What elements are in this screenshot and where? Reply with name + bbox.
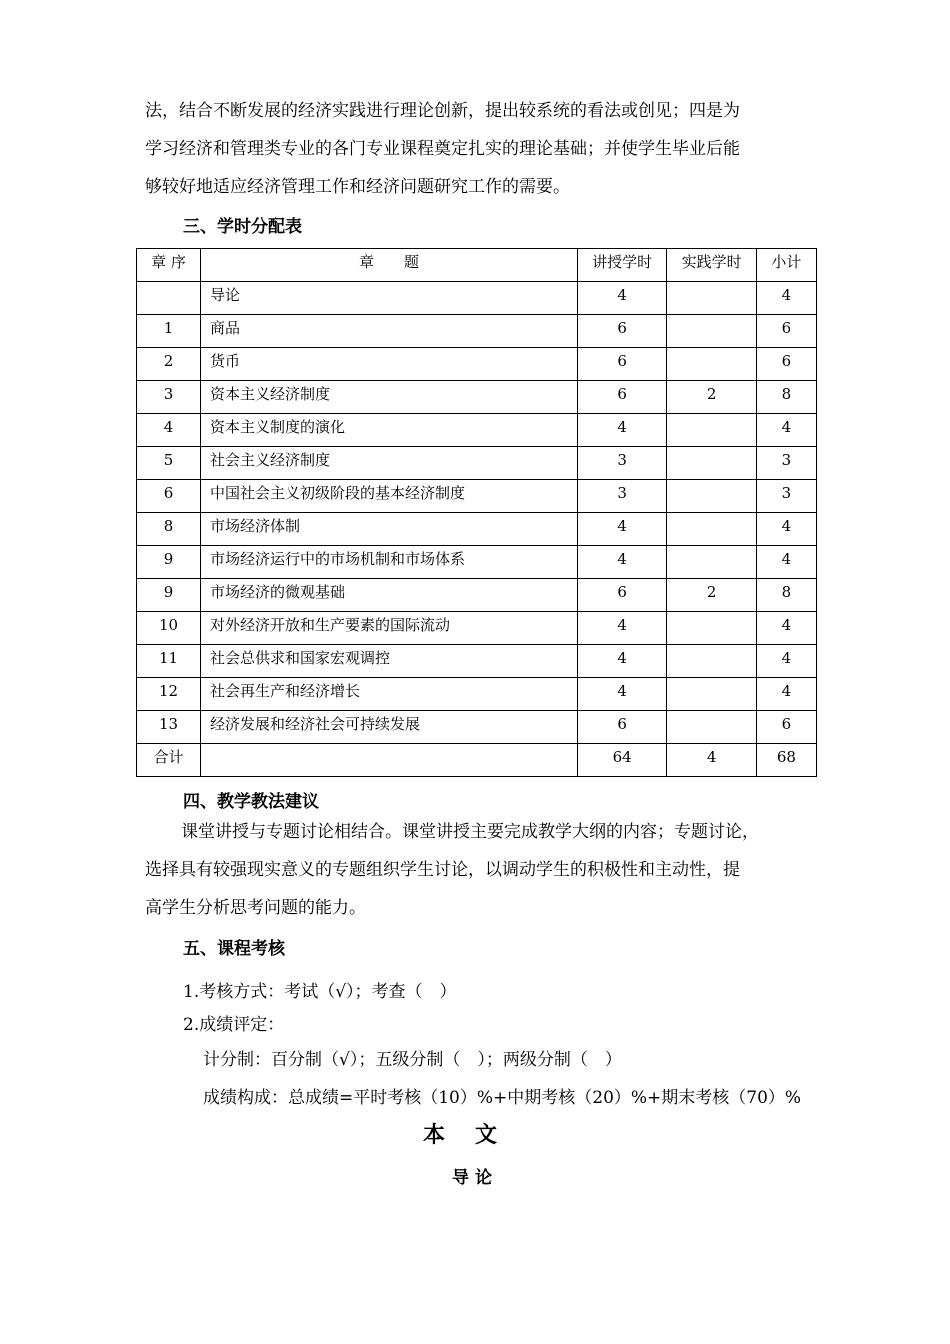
cell-subtotal: 6 (756, 711, 816, 744)
cell-chapter-title: 商品 (201, 315, 578, 348)
header-lecture-hours: 讲授学时 (577, 249, 667, 282)
cell-chapter-no: 1 (137, 315, 201, 348)
cell-chapter-title: 对外经济开放和生产要素的国际流动 (201, 612, 578, 645)
section-4-line: 高学生分析思考问题的能力。 (145, 898, 366, 918)
cell-lecture-hours: 3 (577, 480, 667, 513)
cell-practice-hours (667, 678, 756, 711)
table-row (137, 315, 817, 348)
cell-chapter-title: 货币 (201, 348, 578, 381)
table-row (137, 612, 817, 645)
cell-lecture-hours: 6 (577, 348, 667, 381)
cell-chapter-title: 资本主义经济制度 (201, 381, 578, 414)
intro-paragraph (145, 92, 815, 206)
table-body (137, 282, 817, 777)
grade-evaluation: 2.成绩评定： (183, 1015, 285, 1035)
cell-practice-hours (667, 711, 756, 744)
cell-chapter-title: 社会总供求和国家宏观调控 (201, 645, 578, 678)
intro-line: 够较好地适应经济管理工作和经济问题研究工作的需要。 (145, 177, 570, 197)
cell-chapter-title: 社会再生产和经济增长 (201, 678, 578, 711)
cell-practice-hours: 4 (667, 744, 756, 777)
header-subtotal: 小计 (756, 249, 816, 282)
cell-chapter-title: 市场经济运行中的市场机制和市场体系 (201, 546, 578, 579)
cell-practice-hours: 2 (667, 381, 756, 414)
cell-chapter-no: 3 (137, 381, 201, 414)
cell-practice-hours (667, 315, 756, 348)
cell-subtotal: 4 (756, 546, 816, 579)
cell-practice-hours (667, 348, 756, 381)
cell-lecture-hours: 64 (577, 744, 667, 777)
cell-chapter-no: 合计 (137, 744, 201, 777)
cell-lecture-hours: 6 (577, 315, 667, 348)
cell-subtotal: 4 (756, 612, 816, 645)
cell-subtotal: 3 (756, 480, 816, 513)
table-total-row (137, 744, 817, 777)
cell-lecture-hours: 4 (577, 513, 667, 546)
cell-practice-hours (667, 546, 756, 579)
cell-lecture-hours: 3 (577, 447, 667, 480)
intro-line: 学习经济和管理类专业的各门专业课程奠定扎实的理论基础；并使学生毕业后能 (145, 139, 740, 159)
section-4-line: 课堂讲授与专题讨论相结合。课堂讲授主要完成教学大纲的内容；专题讨论， (181, 822, 759, 842)
intro-line: 法，结合不断发展的经济实践进行理论创新，提出较系统的看法或创见；四是为 (145, 101, 740, 121)
cell-chapter-title: 中国社会主义初级阶段的基本经济制度 (201, 480, 578, 513)
table-row (137, 645, 817, 678)
header-chapter-title: 章 题 (201, 249, 578, 282)
cell-chapter-no: 4 (137, 414, 201, 447)
cell-chapter-title: 市场经济的微观基础 (201, 579, 578, 612)
cell-practice-hours (667, 447, 756, 480)
cell-chapter-title: 社会主义经济制度 (201, 447, 578, 480)
cell-chapter-no: 5 (137, 447, 201, 480)
table-row (137, 414, 817, 447)
introduction-title: 导论 (452, 1168, 498, 1188)
header-practice-hours: 实践学时 (667, 249, 756, 282)
cell-practice-hours (667, 414, 756, 447)
cell-subtotal: 3 (756, 447, 816, 480)
table-row (137, 546, 817, 579)
cell-chapter-title: 资本主义制度的演化 (201, 414, 578, 447)
scoring-system: 计分制：百分制（√）；五级分制（ ）；两级分制（ ） (203, 1050, 622, 1070)
cell-subtotal: 68 (756, 744, 816, 777)
cell-chapter-title: 经济发展和经济社会可持续发展 (201, 711, 578, 744)
table-row (137, 282, 817, 315)
cell-chapter-title (201, 744, 578, 777)
table-row (137, 348, 817, 381)
cell-lecture-hours: 6 (577, 711, 667, 744)
table-header-row (137, 249, 817, 282)
cell-subtotal: 4 (756, 282, 816, 315)
cell-chapter-no: 10 (137, 612, 201, 645)
table-row (137, 678, 817, 711)
cell-lecture-hours: 4 (577, 414, 667, 447)
hours-allocation-table (136, 248, 817, 777)
cell-practice-hours (667, 612, 756, 645)
grade-composition: 成绩构成：总成绩=平时考核（10）%+中期考核（20）%+期末考核（70）% (203, 1088, 802, 1108)
cell-chapter-title: 导论 (201, 282, 578, 315)
cell-chapter-no: 2 (137, 348, 201, 381)
assessment-method: 1.考核方式：考试（√）；考查（ ） (183, 982, 457, 1002)
cell-lecture-hours: 6 (577, 381, 667, 414)
cell-lecture-hours: 4 (577, 645, 667, 678)
table-row (137, 381, 817, 414)
cell-lecture-hours: 4 (577, 678, 667, 711)
cell-chapter-no (137, 282, 201, 315)
cell-chapter-no: 11 (137, 645, 201, 678)
section-4-paragraph (145, 813, 815, 927)
cell-practice-hours (667, 645, 756, 678)
cell-subtotal: 4 (756, 645, 816, 678)
cell-lecture-hours: 6 (577, 579, 667, 612)
cell-practice-hours (667, 282, 756, 315)
cell-chapter-no: 13 (137, 711, 201, 744)
main-text-title: 本文 (422, 1123, 527, 1148)
cell-chapter-title: 市场经济体制 (201, 513, 578, 546)
cell-practice-hours (667, 480, 756, 513)
cell-subtotal: 4 (756, 414, 816, 447)
cell-subtotal: 6 (756, 348, 816, 381)
cell-subtotal: 4 (756, 678, 816, 711)
cell-lecture-hours: 4 (577, 546, 667, 579)
section-4-heading: 四、教学教法建议 (183, 792, 319, 812)
cell-lecture-hours: 4 (577, 282, 667, 315)
cell-subtotal: 8 (756, 579, 816, 612)
cell-chapter-no: 9 (137, 579, 201, 612)
table-row (137, 447, 817, 480)
cell-practice-hours (667, 513, 756, 546)
cell-subtotal: 8 (756, 381, 816, 414)
cell-chapter-no: 9 (137, 546, 201, 579)
cell-lecture-hours: 4 (577, 612, 667, 645)
section-3-heading: 三、学时分配表 (183, 217, 302, 237)
cell-subtotal: 6 (756, 315, 816, 348)
table-row (137, 711, 817, 744)
table-row (137, 579, 817, 612)
cell-subtotal: 4 (756, 513, 816, 546)
cell-practice-hours: 2 (667, 579, 756, 612)
section-4-line: 选择具有较强现实意义的专题组织学生讨论，以调动学生的积极性和主动性，提 (145, 860, 740, 880)
cell-chapter-no: 8 (137, 513, 201, 546)
cell-chapter-no: 6 (137, 480, 201, 513)
table-row (137, 480, 817, 513)
cell-chapter-no: 12 (137, 678, 201, 711)
section-5-heading: 五、课程考核 (183, 939, 285, 959)
table-row (137, 513, 817, 546)
header-chapter-no: 章 序 (137, 249, 201, 282)
